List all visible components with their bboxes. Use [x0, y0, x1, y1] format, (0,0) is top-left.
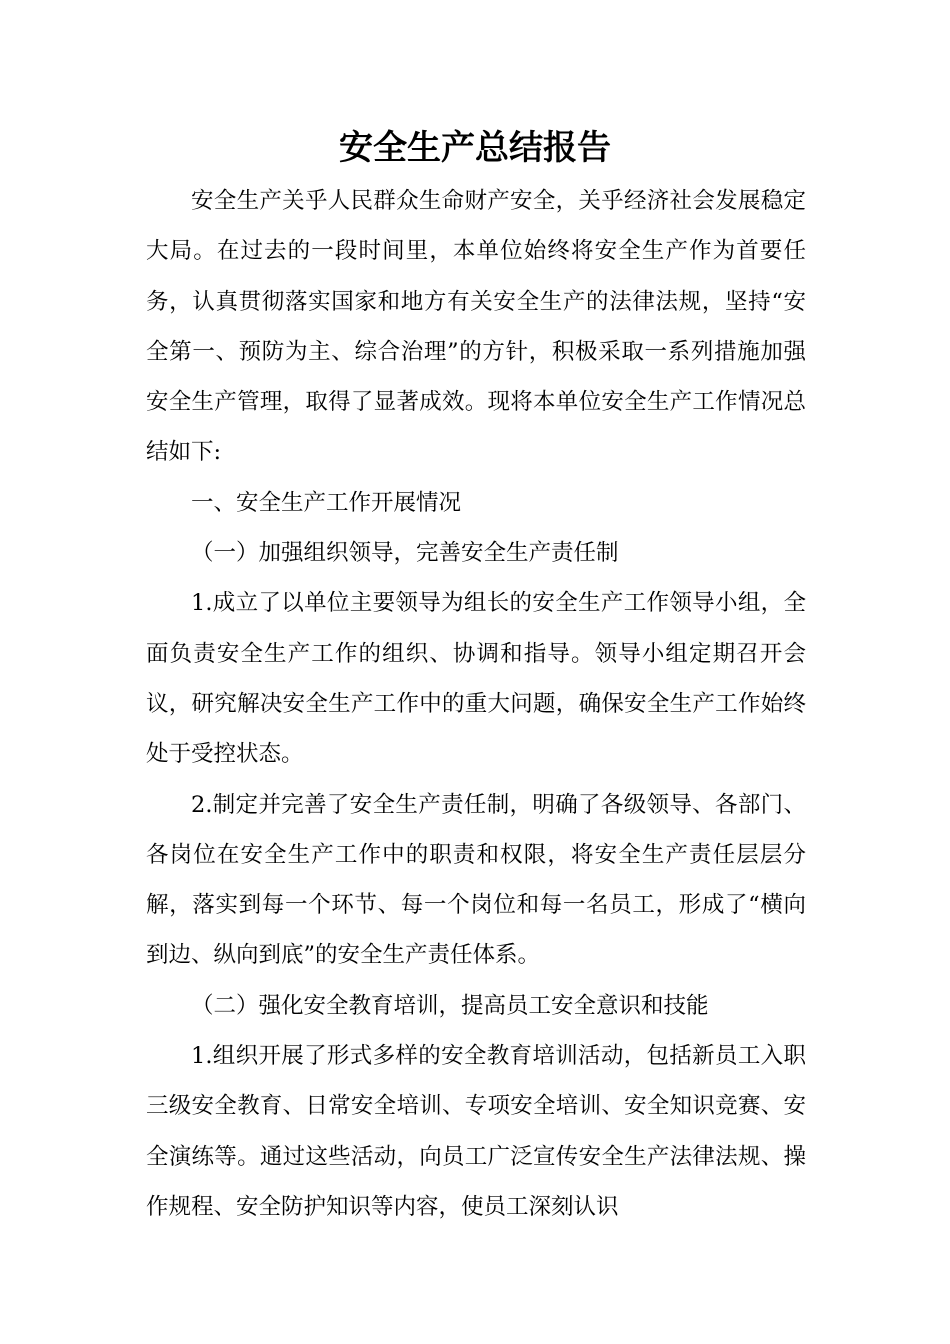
- subsection-heading-1: （一）加强组织领导，完善安全生产责任制: [191, 540, 619, 567]
- paragraph-item-1-1: 1.成立了以单位主要领导为组长的安全生产工作领导小组，全面负责安全生产工作的组织、协调和指导。领导小组定期召开会议，研究解决安全生产工作中的重大问题，确保安全生产工作始终处于受控状态。: [146, 590, 806, 768]
- paragraph-item-1-2: 2.制定并完善了安全生产责任制，明确了各级领导、各部门、各岗位在安全生产工作中的职责和权限，将安全生产责任层层分解，落实到每一个环节、每一个岗位和每一名员工，形成了“横向到边、纵向到底”的安全生产责任体系。: [146, 791, 806, 969]
- subsection-heading-2: （二）强化安全教育培训，提高员工安全意识和技能: [191, 992, 709, 1019]
- section-heading-1: 一、安全生产工作开展情况: [191, 489, 462, 516]
- paragraph-item-2-1: 1.组织开展了形式多样的安全教育培训活动，包括新员工入职三级安全教育、日常安全培训、专项安全培训、安全知识竞赛、安全演练等。通过这些活动，向员工广泛宣传安全生产法律法规、操作规程、安全防护知识等内容，使员工深刻认识: [146, 1043, 806, 1220]
- paragraph-intro: 安全生产关乎人民群众生命财产安全，关乎经济社会发展稳定大局。在过去的一段时间里，本单位始终将安全生产作为首要任务，认真贯彻落实国家和地方有关安全生产的法律法规，坚持“安全第一、预防为主、综合治理”的方针，积极采取一系列措施加强安全生产管理，取得了显著成效。现将本单位安全生产工作情况总结如下:: [146, 188, 806, 466]
- document-body: [146, 176, 806, 1232]
- document-title: 安全生产总结报告: [339, 128, 611, 168]
